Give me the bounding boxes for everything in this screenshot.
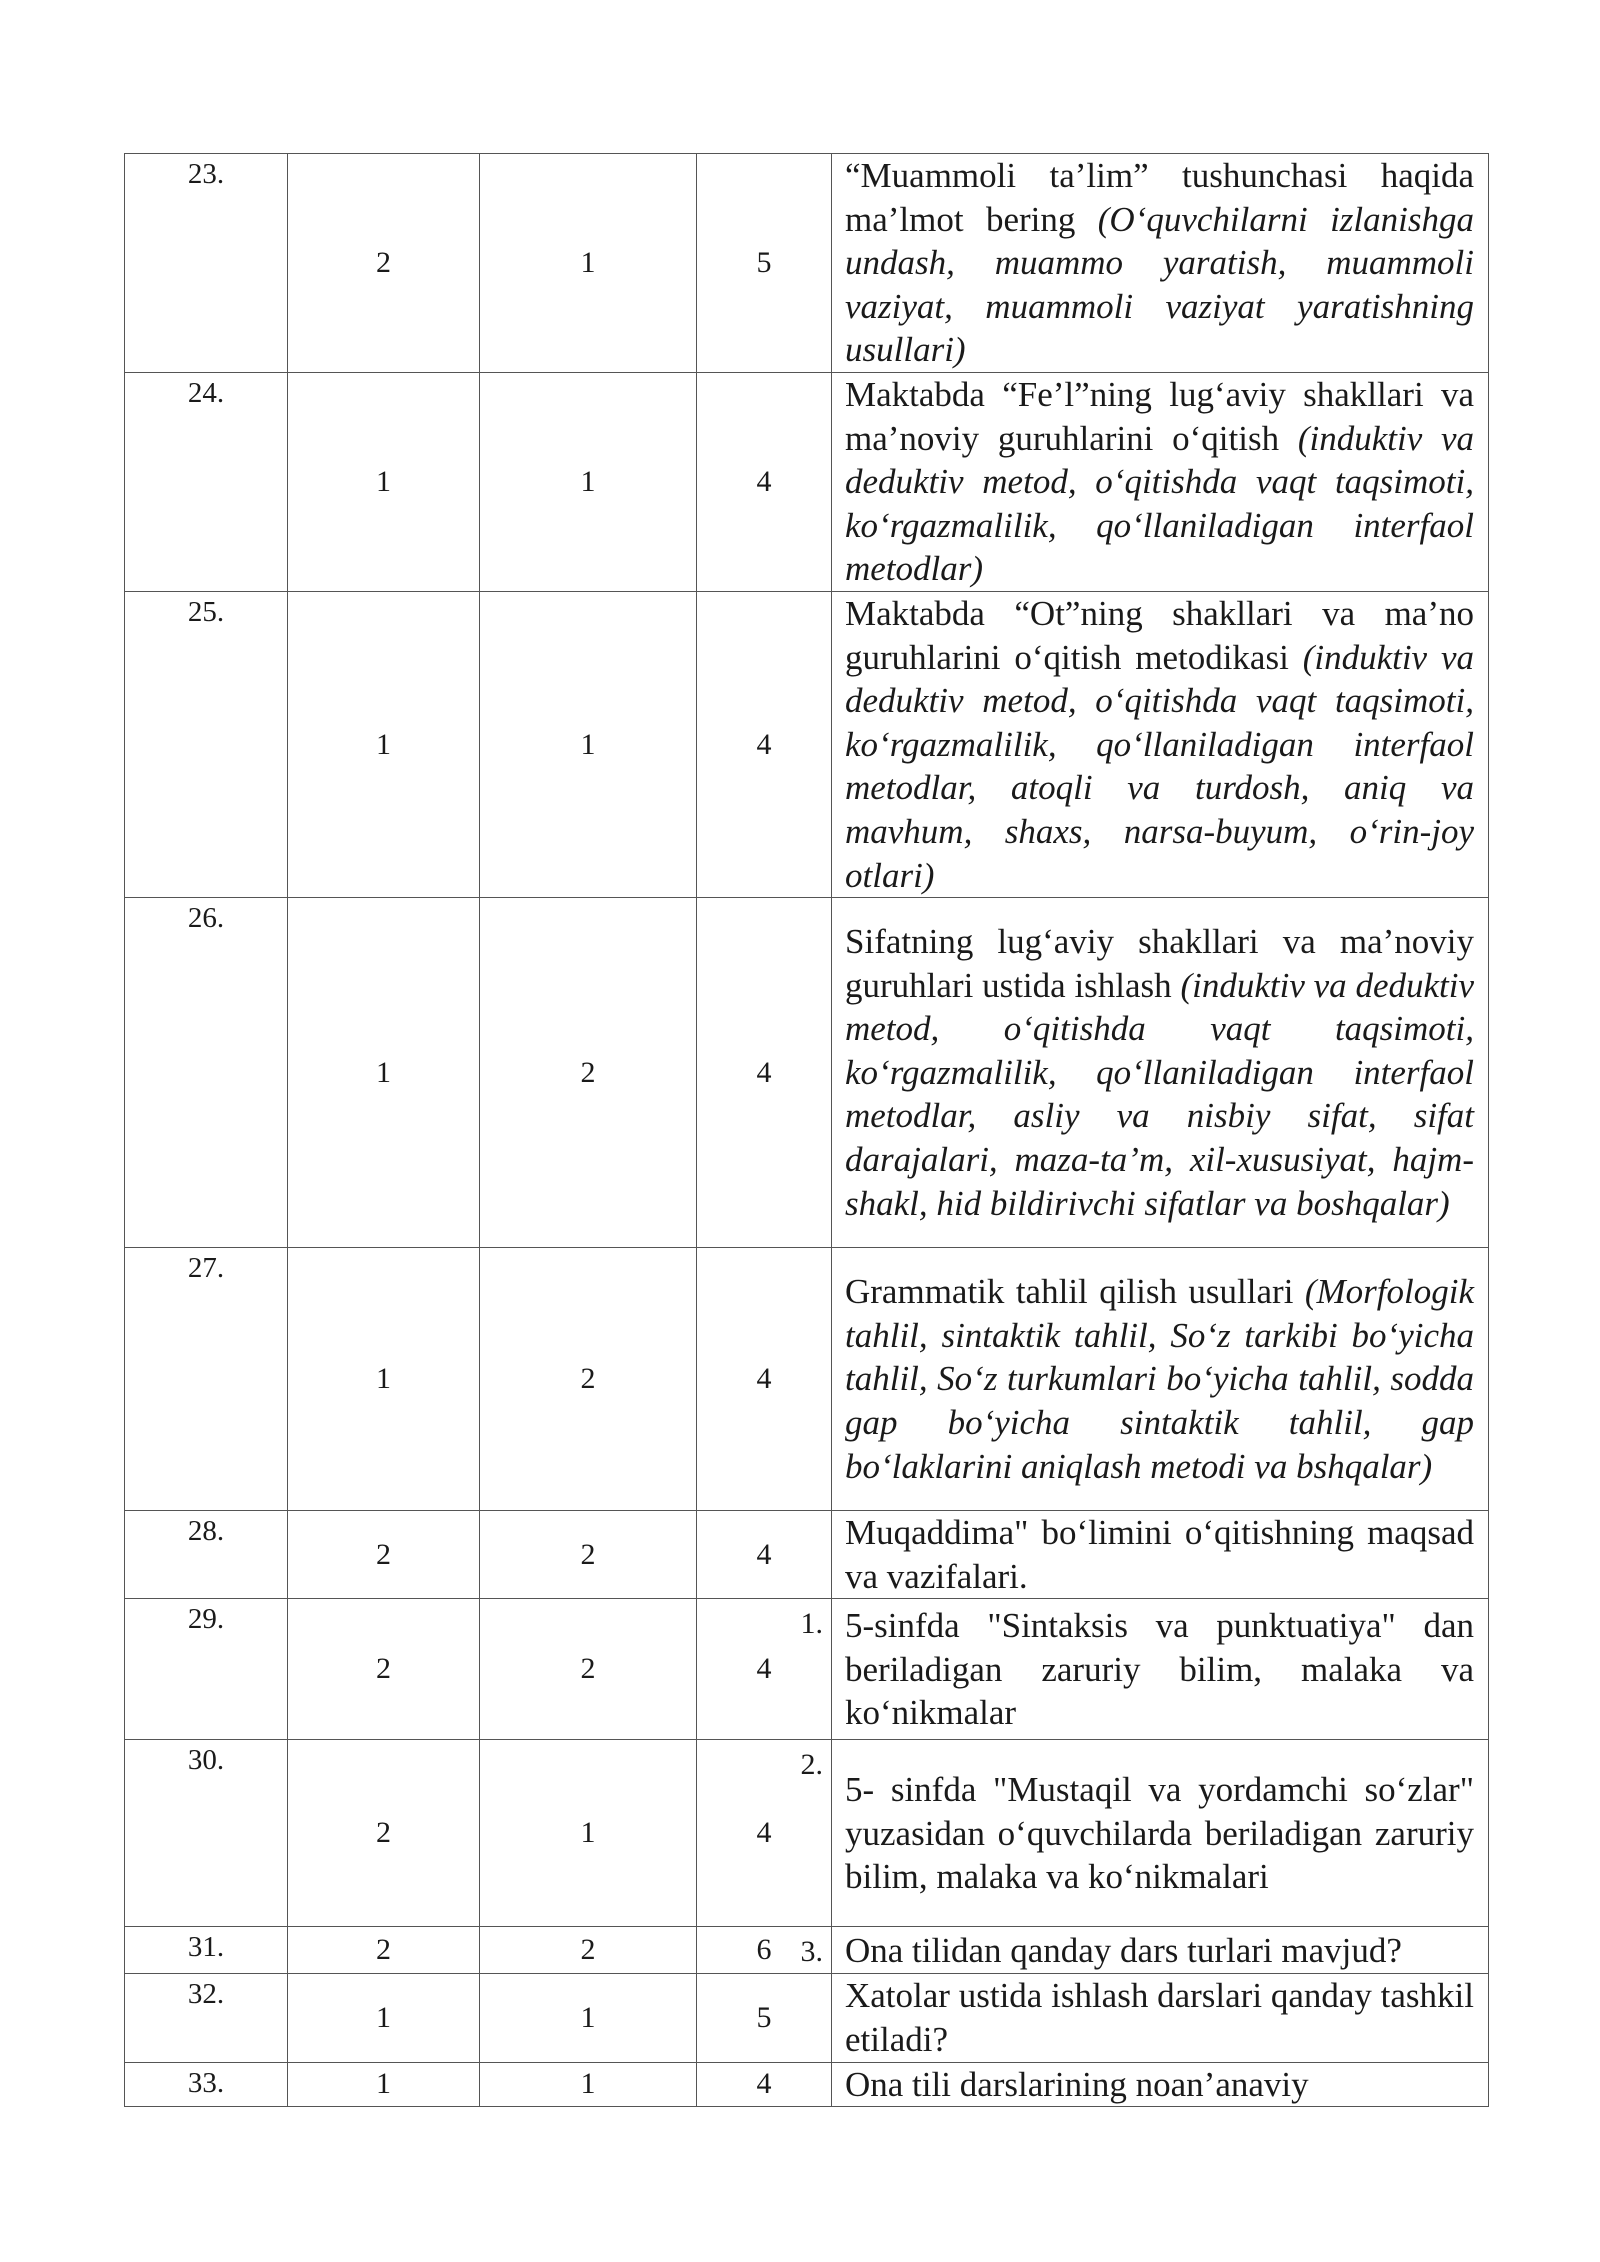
table-row [125, 1740, 1489, 1927]
lecture-hours: 1 [288, 373, 480, 592]
self-study-hours [697, 592, 832, 898]
self-study-hours [697, 898, 832, 1248]
table-row [125, 1927, 1489, 1974]
practice-hours: 2 [480, 1511, 697, 1599]
topic-details: (induktiv va deduktiv metod, o‘qitishda vaqt taqsimoti, ko‘rgazmalilik, qo‘llaniladigan interfaol metodlar) [845, 418, 1474, 589]
practice-hours: 1 [480, 1974, 697, 2062]
topic-cell [832, 2062, 1489, 2107]
topic-cell [832, 1599, 1489, 1740]
self-study-hours [697, 154, 832, 373]
self-study-hours [697, 1511, 832, 1599]
practice-hours: 1 [480, 1740, 697, 1927]
self-study-hours [697, 1974, 832, 2062]
table-row [125, 1974, 1489, 2062]
topic-title: Muqaddima" bo‘limini o‘qitishning maqsad va vazifalari. [845, 1513, 1474, 1596]
self-study-hours [697, 1248, 832, 1511]
lecture-hours: 2 [288, 1740, 480, 1927]
row-number: 23. [125, 154, 288, 373]
list-marker: 1. [800, 1607, 823, 1641]
self-study-hours [697, 1740, 832, 1927]
row-number: 28. [125, 1511, 288, 1599]
topic-title: “Muammoli ta’lim” tushunchasi haqida ma’lmot bering [845, 156, 1474, 239]
hours-value: 4 [756, 727, 772, 761]
lecture-hours: 1 [288, 898, 480, 1248]
topic-details: (induktiv va deduktiv metod, o‘qitishda vaqt taqsimoti, ko‘rgazmalilik, qo‘llaniladigan interfaol metodlar, asliy va nisbiy sifat, sifat darajalari, maza-ta’m, xil-xususiyat, hajm-shakl, hid bildirivchi sifatlar va boshqalar) [845, 965, 1475, 1223]
table-row [125, 1248, 1489, 1511]
hours-value: 6 [756, 1933, 772, 1967]
lecture-hours: 2 [288, 1511, 480, 1599]
topic-cell [832, 373, 1489, 592]
practice-hours: 2 [480, 1927, 697, 1974]
table-row [125, 2062, 1489, 2107]
topic-cell [832, 1974, 1489, 2062]
lecture-hours: 1 [288, 1248, 480, 1511]
row-number: 27. [125, 1248, 288, 1511]
row-number: 30. [125, 1740, 288, 1927]
row-number: 26. [125, 898, 288, 1248]
hours-value: 5 [756, 2000, 772, 2034]
row-number: 29. [125, 1599, 288, 1740]
topic-details: (Morfologik tahlil, sintaktik tahlil, So‘z tarkibi bo‘yicha tahlil, So‘z turkumlari bo‘yicha tahlil, sodda gap bo‘yicha sintaktik tahlil, gap bo‘laklarini aniqlash metodi va bshqalar) [845, 1272, 1474, 1486]
topic-details: (induktiv va deduktiv metod, o‘qitishda vaqt taqsimoti, ko‘rgazmalilik, qo‘llaniladigan interfaol metodlar, atoqli va turdosh, aniq va mavhum, shaxs, narsa-buyum, o‘rin-joy otlari) [845, 637, 1474, 895]
topic-cell [832, 898, 1489, 1248]
topic-cell [832, 1740, 1489, 1927]
hours-value: 4 [756, 465, 772, 498]
hours-value: 4 [756, 1816, 772, 1850]
row-number: 32. [125, 1974, 288, 2062]
practice-hours: 1 [480, 154, 697, 373]
table-row [125, 154, 1489, 373]
row-number: 33. [125, 2062, 288, 2107]
lecture-hours: 1 [288, 592, 480, 898]
row-number: 24. [125, 373, 288, 592]
topic-cell [832, 1248, 1489, 1511]
topic-cell [832, 1927, 1489, 1974]
topic-details: (O‘quvchilarni izlanishga undash, muammo yaratish, muammoli vaziyat, muammoli vaziyat yaratishning usullari) [845, 199, 1474, 370]
topic-title: Grammatik tahlil qilish usullari [845, 1272, 1305, 1312]
topic-title: Sifatning lug‘aviy shakllari va ma’noviy guruhlari ustida ishlash [845, 922, 1474, 1005]
hours-value: 4 [756, 2067, 772, 2101]
table-row [125, 1599, 1489, 1740]
hours-value: 5 [756, 246, 772, 279]
list-marker: 2. [800, 1748, 823, 1782]
self-study-hours [697, 1927, 832, 1974]
hours-value: 4 [756, 1362, 772, 1396]
practice-hours: 1 [480, 2062, 697, 2107]
practice-hours: 2 [480, 1599, 697, 1740]
table-row [125, 592, 1489, 898]
topic-cell [832, 1511, 1489, 1599]
topic-title: Ona tili darslarining noan’anaviy [845, 2064, 1309, 2104]
lecture-hours: 1 [288, 2062, 480, 2107]
topic-title: 5-sinfda "Sintaksis va punktuatiya" dan beriladigan zaruriy bilim, malaka va ko‘nikmalar [845, 1605, 1474, 1733]
practice-hours: 1 [480, 592, 697, 898]
hours-value: 4 [756, 1537, 772, 1571]
table-row [125, 898, 1489, 1248]
lecture-hours: 2 [288, 154, 480, 373]
self-study-hours [697, 1599, 832, 1740]
topic-title: Maktabda “Fe’l”ning lug‘aviy shakllari va ma’noviy guruhlarini o‘qitish [845, 375, 1474, 458]
table-row [125, 1511, 1489, 1599]
practice-hours: 2 [480, 1248, 697, 1511]
topic-title: Xatolar ustida ishlash darslari qanday tashkil etiladi? [845, 1976, 1474, 2059]
table-row [125, 373, 1489, 592]
hours-value: 4 [756, 1652, 772, 1686]
practice-hours: 2 [480, 898, 697, 1248]
topic-title: Ona tilidan qanday dars turlari mavjud? [845, 1930, 1402, 1970]
self-study-hours [697, 373, 832, 592]
self-study-hours [697, 2062, 832, 2107]
list-marker: 3. [800, 1935, 823, 1969]
lecture-hours: 2 [288, 1599, 480, 1740]
topic-cell [832, 154, 1489, 373]
lecture-hours: 2 [288, 1927, 480, 1974]
row-number: 31. [125, 1927, 288, 1974]
lecture-hours: 1 [288, 1974, 480, 2062]
syllabus-table [124, 153, 1489, 2107]
topic-title: Maktabda “Ot”ning shakllari va ma’no guruhlarini o‘qitish metodikasi [845, 594, 1474, 677]
topic-title: 5- sinfda "Mustaqil va yordamchi so‘zlar" yuzasidan o‘quvchilarda beriladigan zaruriy bilim, malaka va ko‘nikmalari [845, 1769, 1474, 1897]
hours-value: 4 [756, 1055, 772, 1089]
topic-cell [832, 592, 1489, 898]
row-number: 25. [125, 592, 288, 898]
practice-hours: 1 [480, 373, 697, 592]
